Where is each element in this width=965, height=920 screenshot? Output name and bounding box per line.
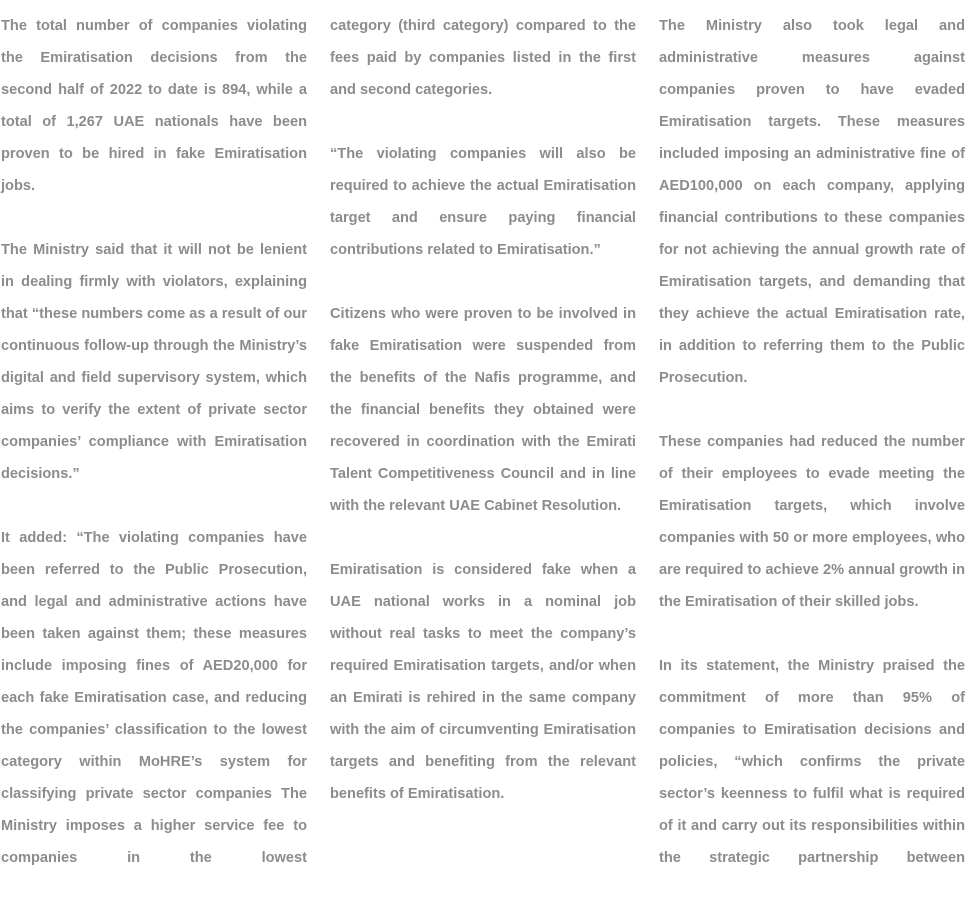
paragraph: Emiratisation is considered fake when a UAE national works in a nominal job without real tasks to meet the company’s required Emiratisation targets, and/or when an Emirati is rehired in the same company with the aim of circumventing Emiratisation targets and benefiting from the relevant benefits of Emiratisation. <box>330 562 636 802</box>
paragraph: The Ministry said that it will not be lenient in dealing firmly with violators, explaining that “these numbers come as a result of our continuous follow-up through the Ministry’s digital and field supervisory system, which aims to verify the extent of private sector companies’ compliance with Emiratisation decisions.” <box>1 242 307 482</box>
paragraph: The Ministry also took legal and administrative measures against companies proven to have evaded Emiratisation targets. These measures included imposing an administrative fine of AED100,000 on each company, applying financial contributions to these companies for not achieving the annual growth rate of Emiratisation targets, and demanding that they achieve the actual Emiratisation rate, in addition to referring them to the Public Prosecution. <box>659 18 965 386</box>
paragraph: In its statement, the Ministry praised the commitment of more than 95% of companies to Emiratisation decisions and policies, “which confirms the private sector’s keenness to fulfil what is required of it and carry out its responsibilities within the strategic partnership between <box>659 658 965 866</box>
paragraph: The total number of companies violating the Emiratisation decisions from the second half of 2022 to date is 894, while a total of 1,267 UAE nationals have been proven to be hired in fake Emiratisation jobs. <box>1 18 307 194</box>
article-column-3 <box>659 10 965 906</box>
article-column-1 <box>1 10 307 906</box>
paragraph: “The violating companies will also be required to achieve the actual Emiratisation target and ensure paying financial contributions related to Emiratisation.” <box>330 146 636 258</box>
paragraph: Citizens who were proven to be involved in fake Emiratisation were suspended from the benefits of the Nafis programme, and the financial benefits they obtained were recovered in coordination with the Emirati Talent Competitiveness Council and in line with the relevant UAE Cabinet Resolution. <box>330 306 636 514</box>
article-column-2 <box>330 10 636 842</box>
paragraph: It added: “The violating companies have been referred to the Public Prosecution, and legal and administrative actions have been taken against them; these measures include imposing fines of AED20,000 for each fake Emiratisation case, and reducing the companies’ classification to the lowest category within MoHRE’s system for classifying private sector companies The Ministry imposes a higher service fee to companies in the lowest <box>1 530 307 866</box>
paragraph: category (third category) compared to the fees paid by companies listed in the first and second categories. <box>330 18 636 98</box>
paragraph: These companies had reduced the number of their employees to evade meeting the Emiratisation targets, which involve companies with 50 or more employees, who are required to achieve 2% annual growth in the Emiratisation of their skilled jobs. <box>659 434 965 610</box>
